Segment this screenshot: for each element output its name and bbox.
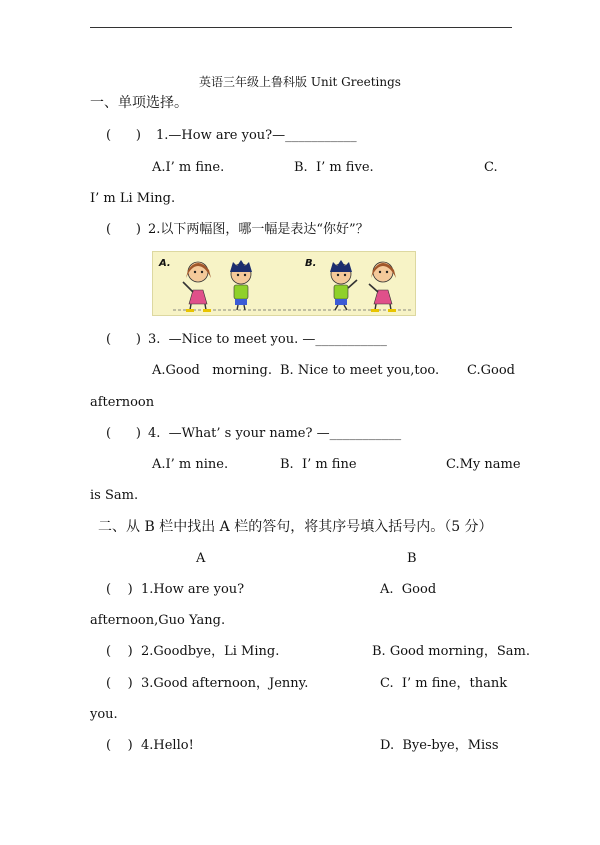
- scene-b-girl: [369, 262, 396, 312]
- match-row3-b: C. I’ m fine，thank: [380, 676, 508, 691]
- q1-option-c: C.: [484, 160, 498, 175]
- q3-option-b: B. Nice to meet you,too.: [280, 363, 440, 378]
- match-row1-paren[interactable]: ( ): [106, 582, 133, 597]
- cartoon-kids-illustration: [153, 252, 415, 315]
- page-title: 英语三年级上鲁科版 Unit Greetings: [199, 75, 401, 89]
- q4-answer-paren[interactable]: ( ): [106, 426, 141, 441]
- scene-b-boy: [330, 260, 357, 310]
- q1-option-b: B. I’ m five.: [294, 160, 374, 175]
- match-row3-a: 3.Good afternoon，Jenny.: [141, 676, 309, 691]
- scene-a-boy: [230, 260, 252, 310]
- match-row4-paren[interactable]: ( ): [106, 738, 133, 753]
- header-rule: [90, 27, 512, 28]
- q1-option-a: A.I’ m fine.: [152, 160, 225, 175]
- scene-a-girl: [183, 262, 211, 312]
- q4-stem: 4. —What’ s your name? —___________: [148, 426, 402, 441]
- q3-answer-paren[interactable]: ( ): [106, 332, 141, 347]
- match-row3-paren[interactable]: ( ): [106, 676, 133, 691]
- q3-option-c-continued: afternoon: [90, 395, 155, 410]
- match-row1-a: 1.How are you?: [141, 582, 245, 597]
- match-row2-b: B. Good morning，Sam.: [372, 644, 531, 659]
- match-row4-a: 4.Hello!: [141, 738, 194, 753]
- match-row2-a: 2.Goodbye，Li Ming.: [141, 644, 280, 659]
- q3-stem: 3. —Nice to meet you. —___________: [148, 332, 387, 347]
- q2-stem: 2.以下两幅图，哪一幅是表达“你好”？: [148, 222, 369, 237]
- q4-option-b: B. I’ m fine: [280, 457, 357, 472]
- q1-stem: 1.—How are you?—___________: [156, 128, 357, 143]
- match-row3-b-continued: you.: [90, 707, 118, 722]
- q1-option-c-continued: I’ m Li Ming.: [90, 191, 176, 206]
- match-row2-paren[interactable]: ( ): [106, 644, 133, 659]
- q3-option-a: A.Good morning.: [152, 363, 273, 378]
- section1-heading: 一、单项选择。: [90, 95, 188, 111]
- picture-label-a: A.: [159, 258, 171, 269]
- match-row1-b-continued: afternoon,Guo Yang.: [90, 613, 226, 628]
- section2-heading: 二、从 B 栏中找出 A 栏的答句，将其序号填入括号内。（5 分）: [98, 519, 493, 535]
- column-b-header: B: [407, 551, 417, 566]
- column-a-header: A: [196, 551, 206, 566]
- picture-label-b: B.: [305, 258, 317, 269]
- q4-option-c: C.My name: [446, 457, 521, 472]
- q4-option-c-continued: is Sam.: [90, 488, 139, 503]
- match-row1-b: A. Good: [380, 582, 437, 597]
- q4-option-a: A.I’ m nine.: [152, 457, 229, 472]
- greeting-picture: [152, 251, 416, 316]
- q3-option-c: C.Good: [467, 363, 515, 378]
- q1-answer-paren[interactable]: ( ): [106, 128, 141, 143]
- match-row4-b: D. Bye-bye，Miss: [380, 738, 499, 753]
- q2-answer-paren[interactable]: ( ): [106, 222, 141, 237]
